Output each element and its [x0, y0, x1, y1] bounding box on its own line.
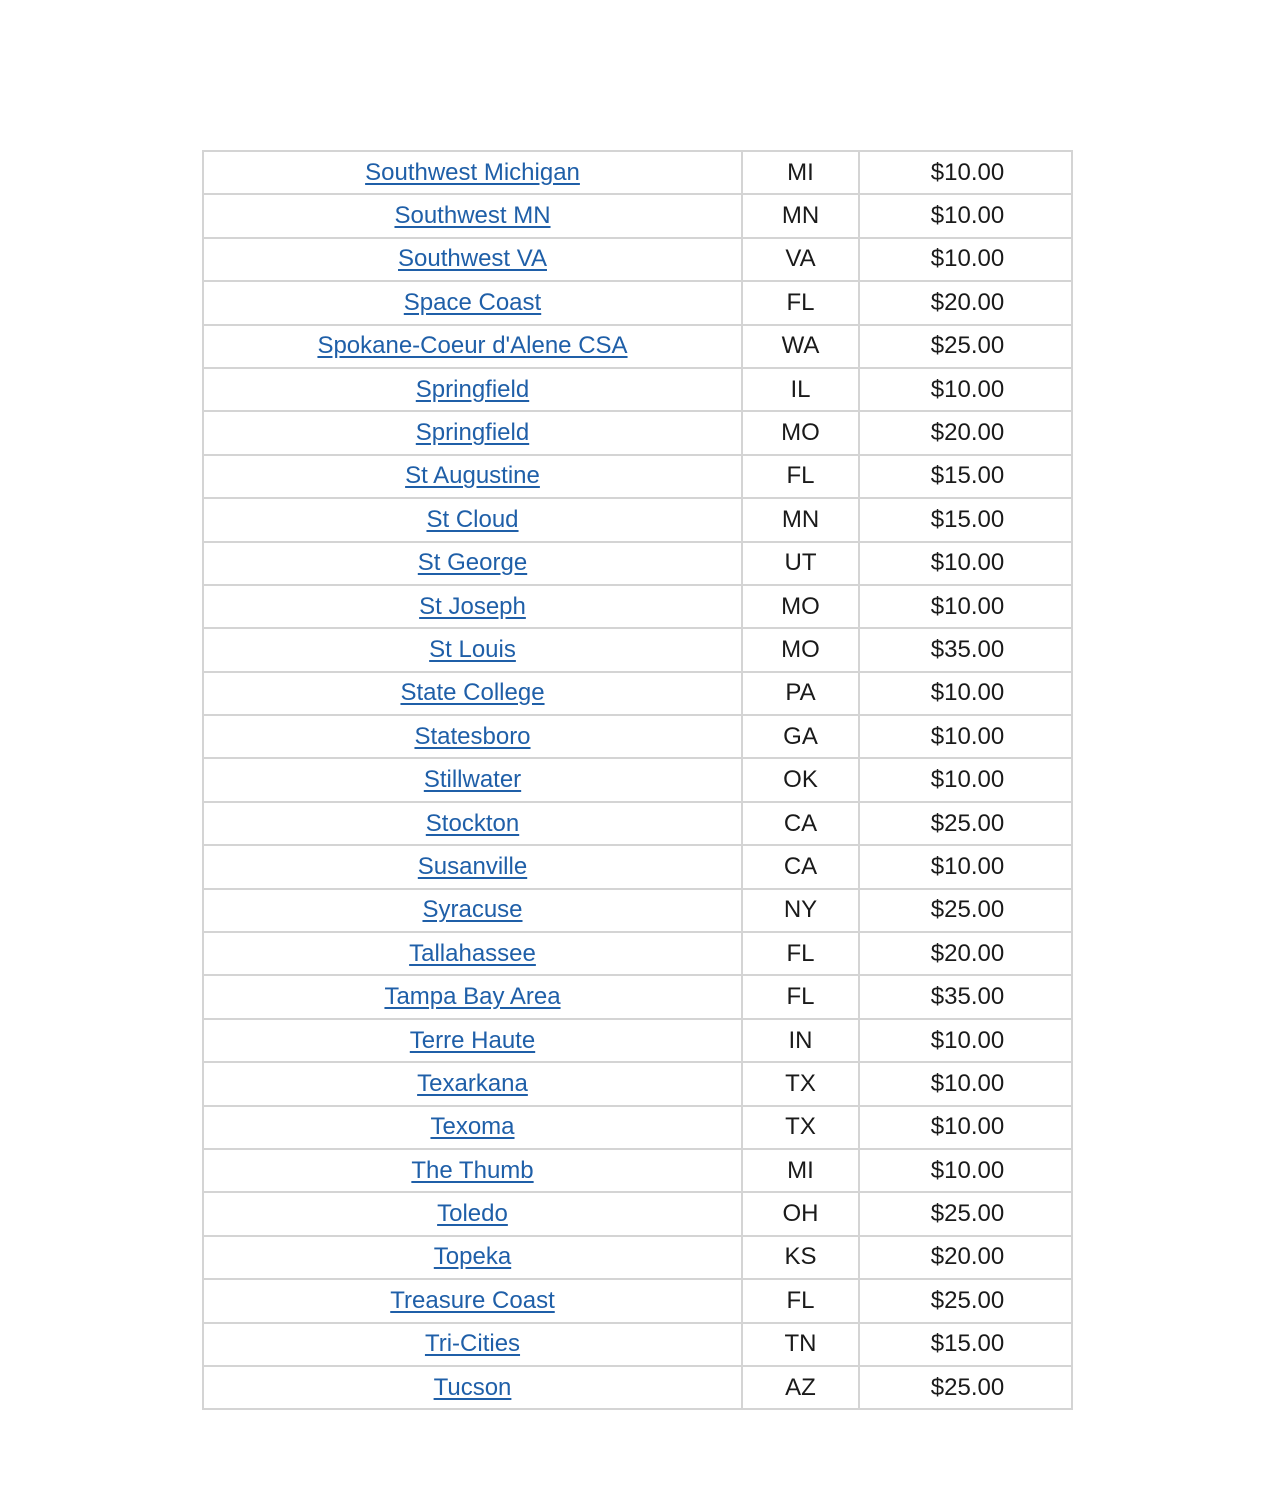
price-cell: [859, 845, 1072, 888]
market-link[interactable]: Toledo: [437, 1200, 508, 1228]
price-cell: [859, 1192, 1072, 1235]
price-value: $20.00: [930, 939, 1005, 967]
price-value: $10.00: [930, 549, 1005, 577]
market-name-cell: [203, 889, 742, 932]
table-row: [203, 194, 1072, 237]
state-cell: TN: [742, 1323, 859, 1366]
state-cell: TX: [742, 1062, 859, 1105]
market-link[interactable]: Susanville: [417, 852, 528, 880]
price-cell: [859, 1279, 1072, 1322]
price-cell: [859, 802, 1072, 845]
state-cell: MO: [742, 411, 859, 454]
market-link[interactable]: St Joseph: [419, 592, 526, 620]
market-name-cell: [203, 455, 742, 498]
state-cell: UT: [742, 542, 859, 585]
market-name-cell: [203, 672, 742, 715]
market-name-cell: [203, 1366, 742, 1409]
state-cell: FL: [742, 281, 859, 324]
price-value: $15.00: [930, 462, 1005, 490]
market-link[interactable]: Texarkana: [417, 1069, 528, 1097]
market-link[interactable]: Southwest MN: [394, 202, 551, 230]
market-link[interactable]: Springfield: [415, 375, 530, 403]
price-cell: [859, 238, 1072, 281]
market-name-cell: [203, 975, 742, 1018]
state-cell: MI: [742, 151, 859, 194]
table-row: [203, 325, 1072, 368]
price-cell: [859, 325, 1072, 368]
market-name-cell: [203, 1106, 742, 1149]
market-rates-table: [202, 150, 1073, 1410]
table-row: [203, 628, 1072, 671]
table-row: [203, 845, 1072, 888]
state-cell: IN: [742, 1019, 859, 1062]
market-name-cell: [203, 238, 742, 281]
price-cell: [859, 1323, 1072, 1366]
state-cell: MI: [742, 1149, 859, 1192]
market-link[interactable]: St Louis: [429, 635, 516, 663]
price-value: $25.00: [930, 896, 1005, 924]
market-link[interactable]: Syracuse: [422, 896, 523, 924]
price-value: $10.00: [930, 1156, 1005, 1184]
price-cell: [859, 889, 1072, 932]
market-name-cell: [203, 1236, 742, 1279]
price-cell: [859, 715, 1072, 758]
market-link[interactable]: State College: [400, 679, 545, 707]
state-cell: CA: [742, 845, 859, 888]
price-value: $20.00: [930, 288, 1005, 316]
market-name-cell: [203, 1323, 742, 1366]
market-link[interactable]: Texoma: [430, 1113, 515, 1141]
price-cell: [859, 758, 1072, 801]
table-row: [203, 889, 1072, 932]
market-link[interactable]: St Augustine: [405, 462, 540, 490]
table-row: [203, 151, 1072, 194]
state-cell: FL: [742, 932, 859, 975]
table-row: [203, 1192, 1072, 1235]
state-cell: FL: [742, 455, 859, 498]
state-cell: VA: [742, 238, 859, 281]
state-cell: MO: [742, 628, 859, 671]
state-cell: OH: [742, 1192, 859, 1235]
table-row: [203, 1106, 1072, 1149]
market-link[interactable]: Spokane-Coeur d'Alene CSA: [317, 332, 628, 360]
price-value: $10.00: [930, 679, 1005, 707]
table-row: [203, 1019, 1072, 1062]
market-name-cell: [203, 281, 742, 324]
market-link[interactable]: Topeka: [433, 1243, 512, 1271]
price-cell: [859, 1366, 1072, 1409]
state-cell: AZ: [742, 1366, 859, 1409]
state-cell: GA: [742, 715, 859, 758]
price-cell: [859, 1236, 1072, 1279]
table-row: [203, 975, 1072, 1018]
price-value: $25.00: [930, 1286, 1005, 1314]
state-cell: IL: [742, 368, 859, 411]
market-link[interactable]: The Thumb: [411, 1156, 534, 1184]
market-link[interactable]: Tucson: [433, 1373, 512, 1401]
state-cell: FL: [742, 1279, 859, 1322]
table-row: [203, 1236, 1072, 1279]
market-name-cell: [203, 194, 742, 237]
price-cell: [859, 411, 1072, 454]
price-value: $10.00: [930, 852, 1005, 880]
table-row: [203, 1366, 1072, 1409]
price-value: $20.00: [930, 1243, 1005, 1271]
state-cell: FL: [742, 975, 859, 1018]
market-name-cell: [203, 758, 742, 801]
market-name-cell: [203, 802, 742, 845]
table-row: [203, 1149, 1072, 1192]
price-value: $20.00: [930, 419, 1005, 447]
table-row: [203, 1062, 1072, 1105]
state-cell: MO: [742, 585, 859, 628]
market-name-cell: [203, 368, 742, 411]
market-link[interactable]: Springfield: [415, 419, 530, 447]
price-cell: [859, 542, 1072, 585]
market-link[interactable]: Stillwater: [423, 766, 522, 794]
table-row: [203, 802, 1072, 845]
price-cell: [859, 628, 1072, 671]
price-cell: [859, 975, 1072, 1018]
state-cell: NY: [742, 889, 859, 932]
table-row: [203, 411, 1072, 454]
market-link[interactable]: Tampa Bay Area: [384, 983, 561, 1011]
table-row: [203, 368, 1072, 411]
table-row: [203, 455, 1072, 498]
price-cell: [859, 151, 1072, 194]
market-name-cell: [203, 151, 742, 194]
price-value: $25.00: [930, 332, 1005, 360]
state-cell: KS: [742, 1236, 859, 1279]
price-cell: [859, 194, 1072, 237]
table-row: [203, 238, 1072, 281]
table-row: [203, 715, 1072, 758]
market-link[interactable]: Tri-Cities: [424, 1330, 521, 1358]
price-value: $10.00: [930, 1069, 1005, 1097]
state-cell: WA: [742, 325, 859, 368]
price-cell: [859, 455, 1072, 498]
price-value: $15.00: [930, 1330, 1005, 1358]
market-name-cell: [203, 498, 742, 541]
market-name-cell: [203, 1149, 742, 1192]
market-name-cell: [203, 628, 742, 671]
market-name-cell: [203, 845, 742, 888]
market-name-cell: [203, 932, 742, 975]
state-cell: OK: [742, 758, 859, 801]
price-cell: [859, 1149, 1072, 1192]
market-name-cell: [203, 715, 742, 758]
market-link[interactable]: Southwest VA: [398, 245, 547, 273]
state-cell: PA: [742, 672, 859, 715]
price-cell: [859, 585, 1072, 628]
market-link[interactable]: St Cloud: [426, 505, 519, 533]
price-cell: [859, 1062, 1072, 1105]
price-value: $25.00: [930, 1200, 1005, 1228]
state-cell: CA: [742, 802, 859, 845]
market-name-cell: [203, 1279, 742, 1322]
price-value: $25.00: [930, 1373, 1005, 1401]
state-cell: MN: [742, 498, 859, 541]
table-row: [203, 1279, 1072, 1322]
price-value: $35.00: [930, 983, 1005, 1011]
market-name-cell: [203, 325, 742, 368]
market-link[interactable]: Tallahassee: [409, 939, 536, 967]
market-name-cell: [203, 1062, 742, 1105]
market-name-cell: [203, 1019, 742, 1062]
market-name-cell: [203, 585, 742, 628]
price-value: $25.00: [930, 809, 1005, 837]
market-link[interactable]: St George: [417, 549, 528, 577]
state-cell: TX: [742, 1106, 859, 1149]
price-value: $10.00: [930, 245, 1005, 273]
market-link[interactable]: Terre Haute: [409, 1026, 536, 1054]
market-link[interactable]: Space Coast: [403, 288, 542, 316]
price-value: $35.00: [930, 635, 1005, 663]
market-name-cell: [203, 1192, 742, 1235]
price-value: $10.00: [930, 202, 1005, 230]
price-cell: [859, 932, 1072, 975]
market-name-cell: [203, 542, 742, 585]
price-value: $10.00: [930, 375, 1005, 403]
market-link[interactable]: Southwest Michigan: [365, 158, 580, 186]
table-row: [203, 585, 1072, 628]
price-value: $10.00: [930, 722, 1005, 750]
market-link[interactable]: Treasure Coast: [390, 1286, 555, 1314]
table-row: [203, 758, 1072, 801]
market-link[interactable]: Statesboro: [414, 722, 531, 750]
price-cell: [859, 1106, 1072, 1149]
table-row: [203, 498, 1072, 541]
price-value: $10.00: [930, 592, 1005, 620]
table-row: [203, 1323, 1072, 1366]
table-row: [203, 281, 1072, 324]
market-name-cell: [203, 411, 742, 454]
price-cell: [859, 498, 1072, 541]
market-link[interactable]: Stockton: [425, 809, 520, 837]
price-value: $10.00: [930, 1026, 1005, 1054]
state-cell: MN: [742, 194, 859, 237]
table-row: [203, 672, 1072, 715]
market-rates-table-body: [203, 151, 1072, 1409]
table-row: [203, 932, 1072, 975]
price-value: $10.00: [930, 1113, 1005, 1141]
price-cell: [859, 1019, 1072, 1062]
table-row: [203, 542, 1072, 585]
price-value: $10.00: [930, 766, 1005, 794]
price-cell: [859, 672, 1072, 715]
price-value: $10.00: [930, 158, 1005, 186]
price-cell: [859, 281, 1072, 324]
price-cell: [859, 368, 1072, 411]
price-value: $15.00: [930, 505, 1005, 533]
